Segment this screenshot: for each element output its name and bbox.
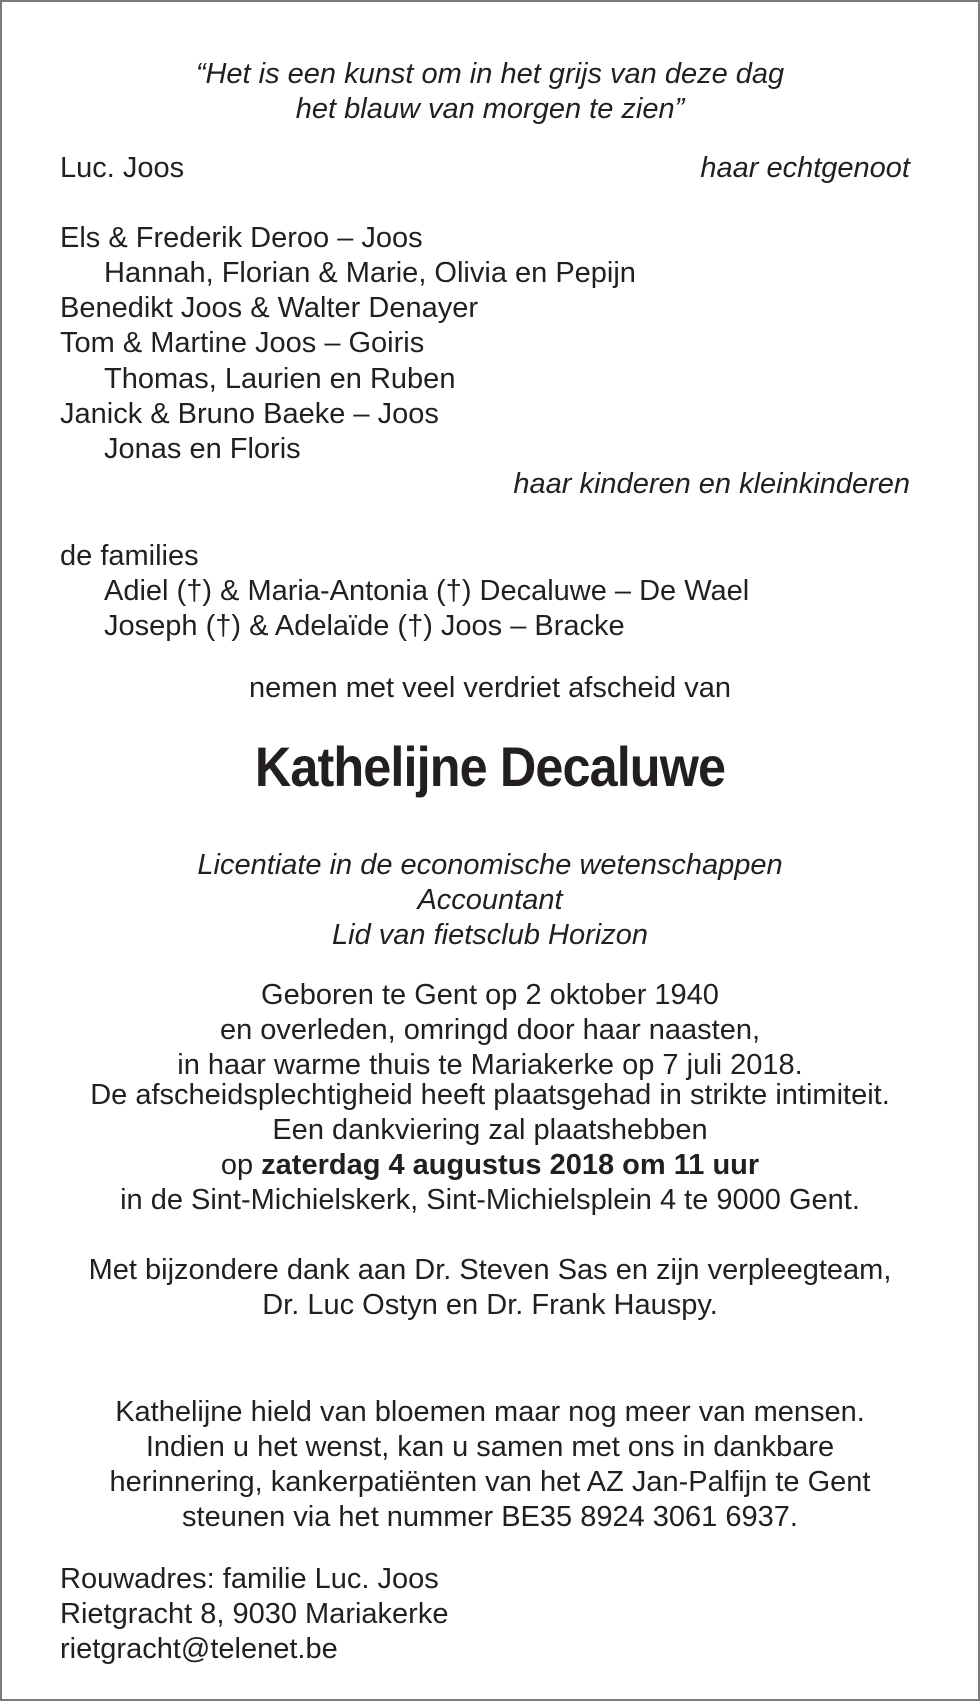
families-label: de families — [60, 540, 199, 572]
title-1: Licentiate in de economische wetenschappen — [197, 849, 783, 881]
title-3: Lid van fietsclub Horizon — [332, 919, 648, 951]
ceremony-date: zaterdag 4 augustus 2018 om 11 uur — [261, 1149, 760, 1181]
donation-line-2: Indien u het wenst, kan u samen met ons in dankbare — [145, 1431, 835, 1463]
family-1: Adiel (†) & Maria-Antonia (†) Decaluwe – De Wael — [104, 575, 750, 607]
spouse-name: Luc. Joos — [60, 152, 185, 184]
address-line-1: Rouwadres: familie Luc. Joos — [60, 1563, 439, 1595]
life-line-3: in haar warme thuis te Mariakerke op 7 juli 2018. — [177, 1049, 803, 1081]
grandchildren-3: Thomas, Laurien en Ruben — [104, 363, 456, 395]
child-1: Els & Frederik Deroo – Joos — [60, 222, 423, 254]
grandchildren-1: Hannah, Florian & Marie, Olivia en Pepijn — [104, 257, 636, 289]
child-4: Janick & Bruno Baeke – Joos — [60, 398, 439, 430]
spouse-role: haar echtgenoot — [700, 152, 910, 184]
child-3: Tom & Martine Joos – Goiris — [60, 327, 425, 359]
ceremony-line-4: in de Sint-Michielskerk, Sint-Michielsplein 4 te 9000 Gent. — [120, 1184, 860, 1216]
donation-line-1: Kathelijne hield van bloemen maar nog meer van mensen. — [115, 1396, 865, 1428]
quote-line-2: het blauw van morgen te zien” — [295, 93, 685, 125]
life-line-1: Geboren te Gent op 2 oktober 1940 — [261, 979, 719, 1011]
child-2: Benedikt Joos & Walter Denayer — [60, 292, 479, 324]
deceased-name: Kathelijne Decaluwe — [254, 735, 726, 798]
family-2: Joseph (†) & Adelaïde (†) Joos – Bracke — [104, 610, 625, 642]
thanks-line-2: Dr. Luc Ostyn en Dr. Frank Hauspy. — [262, 1289, 718, 1321]
ceremony-line-1: De afscheidsplechtigheid heeft plaatsgehad in strikte intimiteit. — [90, 1079, 890, 1111]
children-role: haar kinderen en kleinkinderen — [513, 468, 910, 500]
ceremony-line-3 — [2, 1147, 978, 1183]
address-line-2: Rietgracht 8, 9030 Mariakerke — [60, 1598, 449, 1630]
thanks-line-1: Met bijzondere dank aan Dr. Steven Sas en zijn verpleegteam, — [88, 1254, 892, 1286]
grandchildren-4: Jonas en Floris — [104, 433, 301, 465]
donation-line-4: steunen via het nummer BE35 8924 3061 6937. — [182, 1501, 798, 1533]
farewell-text: nemen met veel verdriet afscheid van — [249, 672, 731, 704]
ceremony-line-2: Een dankviering zal plaatshebben — [272, 1114, 708, 1146]
life-line-2: en overleden, omringd door haar naasten, — [219, 1014, 761, 1046]
quote-line-1: “Het is een kunst om in het grijs van deze dag — [195, 58, 785, 90]
title-2: Accountant — [417, 884, 563, 916]
address-email[interactable]: rietgracht@telenet.be — [60, 1633, 338, 1665]
donation-line-3: herinnering, kankerpatiënten van het AZ Jan-Palfijn te Gent — [109, 1466, 871, 1498]
ceremony-prefix: op — [220, 1149, 254, 1181]
